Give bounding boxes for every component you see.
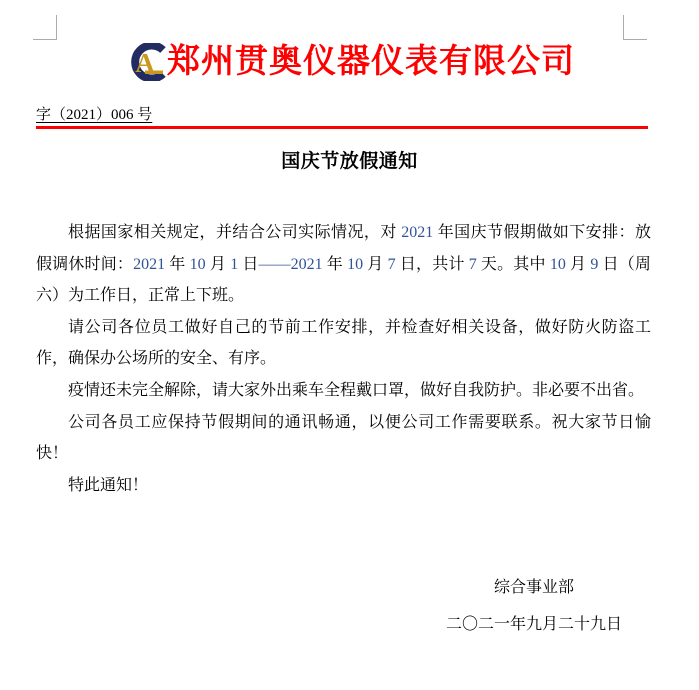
body-text-run: 公司各员工应保持节假期间的通讯畅通，以便公司工作需要联系。祝大家节日愉快！ (36, 413, 651, 463)
document-number-line (36, 106, 648, 124)
body-text-run: 天。其中 (476, 255, 550, 273)
signature-department: 综合事业部 (493, 579, 574, 597)
body-text-run: 月 (205, 255, 231, 273)
letterhead (0, 0, 699, 82)
body-paragraph (36, 217, 651, 312)
date-number: 9 (590, 255, 599, 273)
date-number: 10 (189, 255, 206, 273)
document-body (36, 217, 651, 501)
body-text-run: 特此通知！ (68, 476, 149, 494)
date-number: 7 (468, 255, 477, 273)
signature-date: 二〇二一年九月二十九日 (445, 616, 622, 634)
body-paragraph (36, 470, 651, 502)
notice-title: 国庆节放假通知 (281, 151, 418, 172)
body-text-run: 疫情还未完全解除，请大家外出乘车全程戴口罩，做好自我防护。非必要不出省。 (68, 381, 645, 399)
signature-block (414, 569, 654, 643)
body-text-run: 年国庆节假期做如下安排：放假调休时间： (36, 224, 651, 273)
company-logo-icon (124, 43, 166, 81)
body-text-run: 年 (322, 255, 348, 273)
body-paragraph (36, 375, 651, 407)
body-text-run: 日，共计 (395, 255, 469, 273)
date-number: 7 (387, 255, 396, 273)
date-number: 10 (549, 255, 566, 273)
margin-cropmark-top-left (33, 15, 57, 40)
margin-cropmark-top-right (623, 15, 647, 40)
body-paragraph (36, 407, 651, 470)
body-paragraph (36, 312, 651, 375)
body-text-run: 日（周六）为工作日，正常上下班。 (36, 255, 651, 305)
svg-text:A: A (135, 48, 155, 78)
body-text-run: 日 (238, 255, 259, 273)
document-number: 字（2021）006 号 (36, 107, 153, 123)
date-number: 10 (347, 255, 364, 273)
company-name: 郑州贯奥仪器仪表有限公司 (167, 44, 575, 80)
date-number: ——2021 (258, 255, 323, 273)
body-text-run: 月 (363, 255, 388, 273)
body-text-run: 根据国家相关规定，并结合公司实际情况，对 (68, 224, 402, 241)
date-number: 2021 (401, 224, 434, 241)
body-text-run: 月 (565, 255, 591, 273)
red-divider-rule (36, 126, 648, 129)
body-text-run: 年 (165, 255, 190, 273)
date-number: 2021 (133, 255, 166, 273)
body-text-run: 请公司各位员工做好自己的节前工作安排，并检查好相关设备，做好防火防盗工作，确保办公场所的安全、有序。 (36, 318, 651, 368)
date-number: 1 (230, 255, 239, 273)
